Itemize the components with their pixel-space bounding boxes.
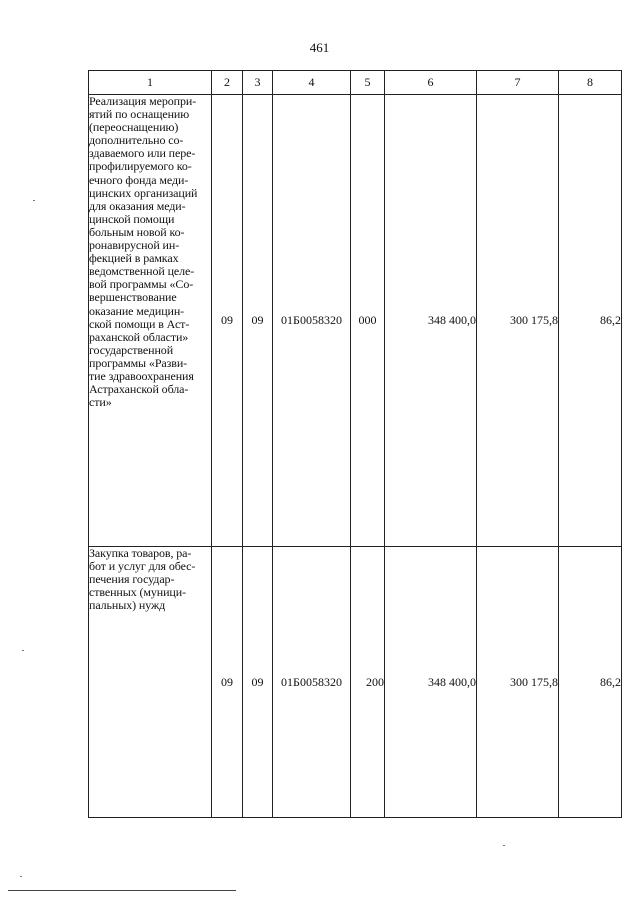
footer-rule	[8, 890, 236, 891]
header-col-2: 2	[212, 71, 243, 95]
header-col-7: 7	[477, 71, 559, 95]
table-row	[89, 547, 622, 818]
header-col-3: 3	[243, 71, 273, 95]
budget-table	[88, 70, 622, 818]
page-number: 461	[309, 40, 330, 55]
cell-section: 09	[212, 95, 243, 547]
scan-speck	[503, 845, 505, 846]
header-col-8: 8	[559, 71, 622, 95]
scan-speck	[22, 650, 24, 651]
cell-section: 09	[212, 547, 243, 818]
scan-speck	[33, 200, 35, 201]
header-col-6: 6	[385, 71, 477, 95]
header-col-5: 5	[351, 71, 385, 95]
row-description	[89, 547, 212, 818]
header-col-1: 1	[89, 71, 212, 95]
row-description-text: Реализация меропри- ятий по оснащению (переоснащению) дополнительно со- здаваемого или пере- профилируемого ко- ечного фонда меди- цинских организаций для оказания меди- цинской помощи больным новой ко- ронавирусной ин- фекцией в рамках ведомственной целе- вой программы «Со- вершенствование оказание медицин- ской помощи в Аст- раханской области» государственной программы «Разви- тие здравоохранения Астраханской обла- сти»	[89, 94, 198, 410]
cell-executed-amount: 300 175,8	[477, 547, 559, 818]
cell-subsection: 09	[243, 547, 273, 818]
cell-executed-amount: 300 175,8	[477, 95, 559, 547]
row-description-text: Закупка товаров, ра- бот и услуг для обес- печения государ- ственных (муници- пальных) нужд	[89, 546, 196, 613]
row-description	[89, 95, 212, 547]
cell-target-article: 01Б0058320	[273, 95, 351, 547]
cell-approved-amount: 348 400,0	[385, 547, 477, 818]
cell-approved-amount: 348 400,0	[385, 95, 477, 547]
scan-speck	[20, 876, 22, 877]
cell-expense-type: 200	[351, 547, 385, 818]
header-row	[89, 71, 622, 95]
cell-expense-type: 000	[351, 95, 385, 547]
cell-execution-percent: 86,2	[559, 95, 622, 547]
table-row	[89, 95, 622, 547]
cell-subsection: 09	[243, 95, 273, 547]
cell-target-article: 01Б0058320	[273, 547, 351, 818]
header-col-4: 4	[273, 71, 351, 95]
cell-execution-percent: 86,2	[559, 547, 622, 818]
